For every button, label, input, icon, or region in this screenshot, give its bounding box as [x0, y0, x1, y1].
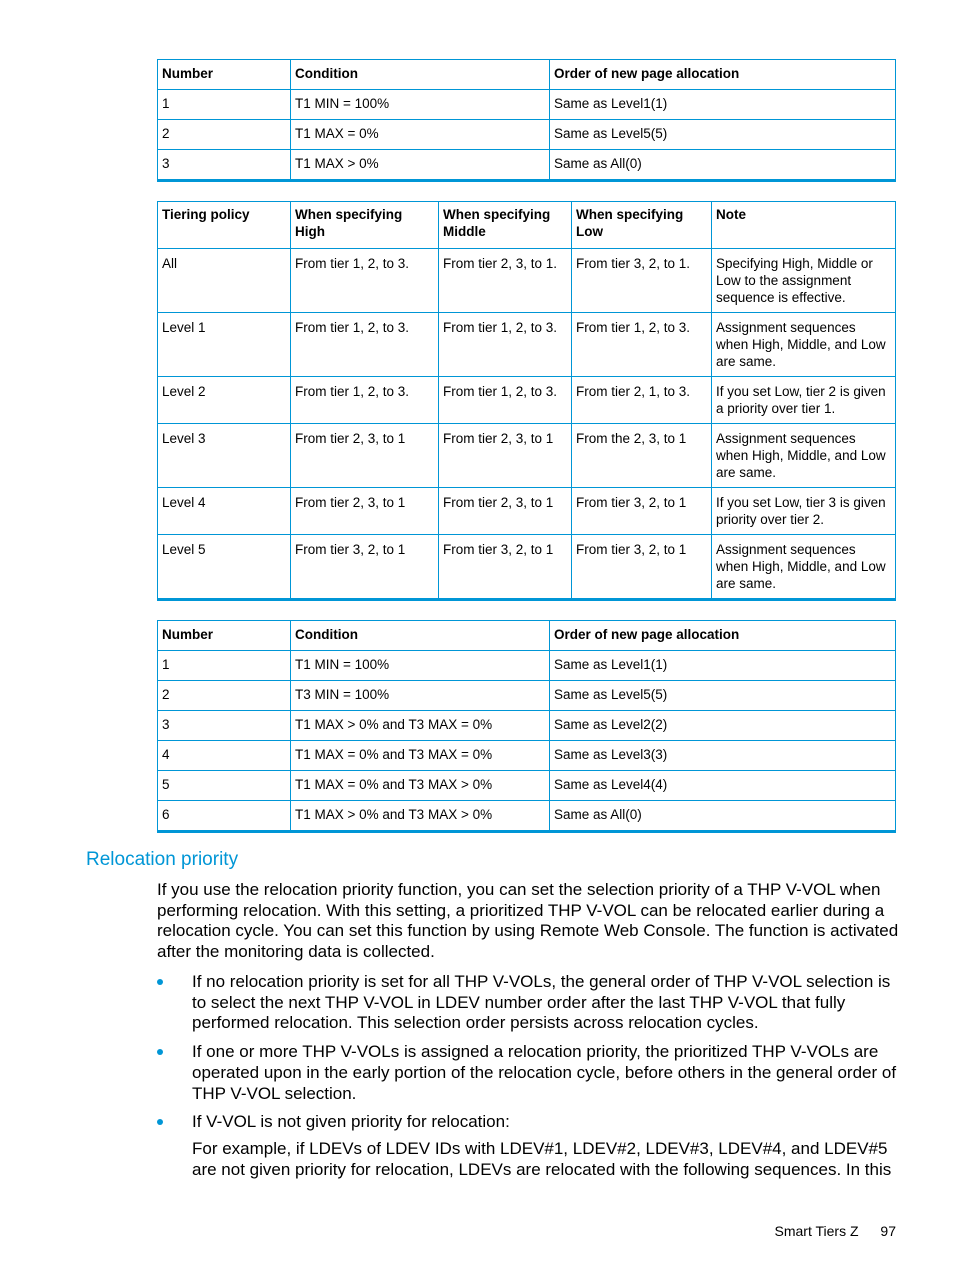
bullet-icon: [157, 979, 163, 985]
column-header: Number: [158, 621, 291, 651]
table-row: [158, 313, 896, 377]
table-cell: Level 4: [158, 488, 291, 535]
column-header: When specifying Middle: [439, 202, 572, 249]
table-cell: 4: [158, 741, 291, 771]
table-cell: Same as Level1(1): [550, 90, 896, 120]
list-item-text: If no relocation priority is set for all THP V-VOLs, the general order of THP V-VOL selection is to select the next THP V-VOL in LDEV number order after the last THP V-VOL that fully performed relocation. This selection order persists across relocation cycles.: [192, 972, 891, 1033]
table-cell: Same as Level3(3): [550, 741, 896, 771]
table-cell: 2: [158, 681, 291, 711]
table-row: [158, 120, 896, 150]
column-header: When specifying High: [291, 202, 439, 249]
table-cell: 2: [158, 120, 291, 150]
table-cell: 1: [158, 90, 291, 120]
table-cell: Same as Level5(5): [550, 681, 896, 711]
table-cell: From tier 2, 1, to 3.: [572, 377, 712, 424]
table-cell: From tier 1, 2, to 3.: [572, 313, 712, 377]
list-item: [157, 1042, 899, 1104]
table-row: [158, 771, 896, 801]
table-row: [158, 249, 896, 313]
table-cell: From tier 2, 3, to 1: [439, 424, 572, 488]
table-cell: Level 1: [158, 313, 291, 377]
list-item: [157, 1112, 899, 1180]
column-header: Order of new page allocation: [550, 621, 896, 651]
table-cell: From tier 1, 2, to 3.: [291, 313, 439, 377]
table-row: [158, 741, 896, 771]
table-cell: From tier 1, 2, to 3.: [439, 377, 572, 424]
table-header-row: [158, 60, 896, 90]
table-cell: From tier 1, 2, to 3.: [439, 313, 572, 377]
column-header: Condition: [291, 621, 550, 651]
table-cell: Same as Level2(2): [550, 711, 896, 741]
bullet-icon: [157, 1049, 163, 1055]
table-cell: From tier 3, 2, to 1.: [572, 249, 712, 313]
table-cell: All: [158, 249, 291, 313]
table-row: [158, 681, 896, 711]
footer-section-name: Smart Tiers Z: [774, 1223, 859, 1239]
table-cell: 3: [158, 150, 291, 181]
table-cell: T1 MAX > 0% and T3 MAX > 0%: [291, 801, 550, 832]
table-cell: Assignment sequences when High, Middle, and Low are same.: [712, 313, 896, 377]
table-row: [158, 801, 896, 832]
column-header: Condition: [291, 60, 550, 90]
table-cell: 5: [158, 771, 291, 801]
allocation-table-1: [157, 59, 896, 182]
column-header: Number: [158, 60, 291, 90]
intro-paragraph: If you use the relocation priority function, you can set the selection priority of a THP V-VOL when performing relocation. With this setting, a prioritized THP V-VOL can be relocated earlier during a relocation cycle. You can set this function by using Remote Web Console. The function is activated after the monitoring data is collected.: [157, 880, 899, 962]
table-cell: T1 MAX > 0%: [291, 150, 550, 181]
table-row: [158, 535, 896, 600]
section-heading: Relocation priority: [86, 849, 239, 870]
table-cell: If you set Low, tier 2 is given a priority over tier 1.: [712, 377, 896, 424]
column-header: Note: [712, 202, 896, 249]
table-cell: From tier 3, 2, to 1: [291, 535, 439, 600]
table-cell: T1 MIN = 100%: [291, 651, 550, 681]
table-row: [158, 424, 896, 488]
column-header: Order of new page allocation: [550, 60, 896, 90]
table-row: [158, 90, 896, 120]
table-cell: From tier 2, 3, to 1: [291, 488, 439, 535]
table-cell: T1 MAX = 0% and T3 MAX = 0%: [291, 741, 550, 771]
list-item-detail: For example, if LDEVs of LDEV IDs with LDEV#1, LDEV#2, LDEV#3, LDEV#4, and LDEV#5 are not given priority for relocation, LDEVs are relocated with the following sequences. In this: [192, 1138, 892, 1179]
allocation-table-2: [157, 620, 896, 833]
table-cell: T1 MAX > 0% and T3 MAX = 0%: [291, 711, 550, 741]
table-cell: Level 5: [158, 535, 291, 600]
table-cell: From tier 3, 2, to 1: [572, 488, 712, 535]
table-cell: From tier 2, 3, to 1.: [439, 249, 572, 313]
table-cell: If you set Low, tier 3 is given priority over tier 2.: [712, 488, 896, 535]
table-cell: From tier 3, 2, to 1: [572, 535, 712, 600]
table-cell: Level 2: [158, 377, 291, 424]
table-cell: Same as Level4(4): [550, 771, 896, 801]
table-cell: T1 MAX = 0% and T3 MAX > 0%: [291, 771, 550, 801]
column-header: When specifying Low: [572, 202, 712, 249]
table-cell: Same as Level1(1): [550, 651, 896, 681]
list-item: [157, 972, 899, 1034]
table-cell: Assignment sequences when High, Middle, and Low are same.: [712, 535, 896, 600]
table-cell: T3 MIN = 100%: [291, 681, 550, 711]
table-cell: From tier 2, 3, to 1: [439, 488, 572, 535]
table-cell: From tier 1, 2, to 3.: [291, 377, 439, 424]
column-header: Tiering policy: [158, 202, 291, 249]
table-cell: T1 MIN = 100%: [291, 90, 550, 120]
list-item-text: If V-VOL is not given priority for relocation:: [192, 1112, 510, 1132]
table-row: [158, 377, 896, 424]
bullet-icon: [157, 1119, 163, 1125]
table-cell: Same as Level5(5): [550, 120, 896, 150]
table-cell: From tier 1, 2, to 3.: [291, 249, 439, 313]
table-cell: Same as All(0): [550, 150, 896, 181]
table-row: [158, 651, 896, 681]
table-row: [158, 488, 896, 535]
table-cell: From the 2, 3, to 1: [572, 424, 712, 488]
list-item-text: If one or more THP V-VOLs is assigned a relocation priority, the prioritized THP V-VOLs are operated upon in the early portion of the relocation cycle, before others in the general order of THP V-VOL selection.: [192, 1042, 897, 1103]
table-cell: From tier 2, 3, to 1: [291, 424, 439, 488]
table-cell: 3: [158, 711, 291, 741]
table-row: [158, 150, 896, 181]
table-header-row: [158, 621, 896, 651]
table-row: [158, 711, 896, 741]
table-cell: From tier 3, 2, to 1: [439, 535, 572, 600]
bullet-list: [157, 972, 899, 1188]
tiering-policy-table: [157, 201, 896, 601]
table-cell: 6: [158, 801, 291, 832]
table-cell: T1 MAX = 0%: [291, 120, 550, 150]
table-cell: Same as All(0): [550, 801, 896, 832]
page-footer: [775, 1223, 896, 1239]
table-cell: Level 3: [158, 424, 291, 488]
table-cell: Assignment sequences when High, Middle, and Low are same.: [712, 424, 896, 488]
table-header-row: [158, 202, 896, 249]
page-number: 97: [880, 1223, 896, 1239]
table-cell: 1: [158, 651, 291, 681]
table-cell: Specifying High, Middle or Low to the assignment sequence is effective.: [712, 249, 896, 313]
